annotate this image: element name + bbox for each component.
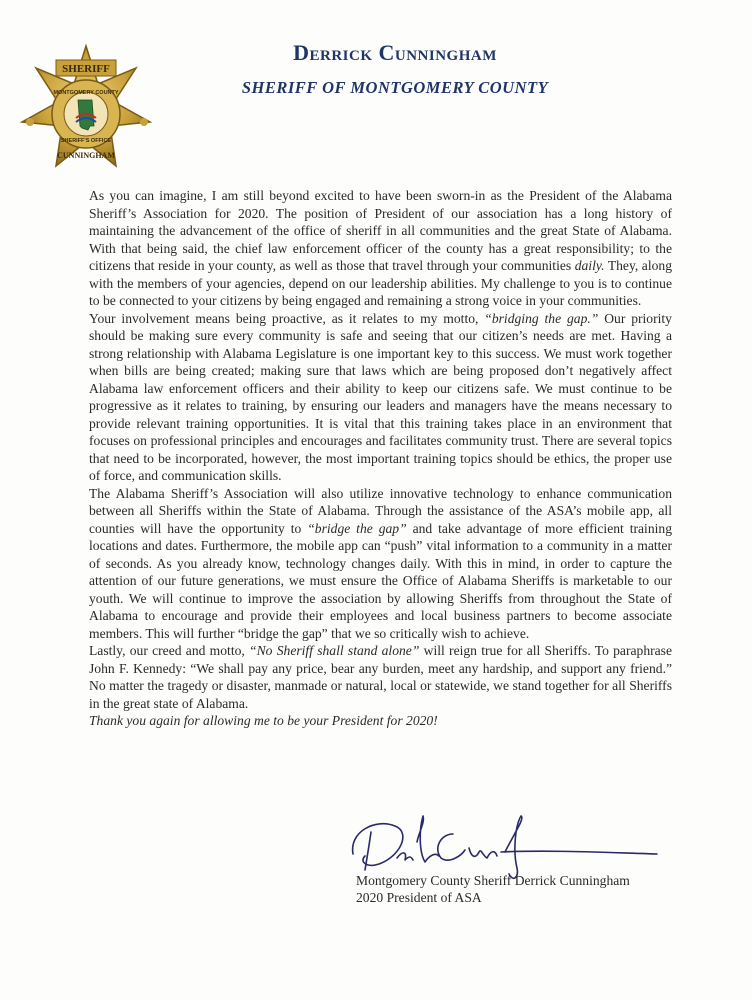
badge-top-text: SHERIFF [62,63,110,75]
badge-ring-text: MONTGOMERY COUNTY [53,90,119,96]
paragraph-1: As you can imagine, I am still beyond excited to have been sworn-in as the President of the Alabama Sheriff’s Association for 2020. The position of President of our association has a long history of maintaining the advancement of the office of sheriff in all communities and the great State of Alabama. With that being said, the chief law enforcement officer of the county has a great responsibility; to the citizens that reside in your county, as well as those that travel through your communities daily. They, along with the members of your agencies, depend on our leadership abilities. My challenge to you is to continue to be connected to your citizens by being engaged and remaining a strong voice in your communities. [89,188,672,308]
badge-inner-text: SHERIFF'S OFFICE [60,138,112,144]
paragraph-2: Your involvement means being proactive, as it relates to my motto, “bridging the gap.” Our priority should be making sure every community is safe and seeing that our citizen’s needs are met. Having a strong relationship with Alabama Legislature is one important key to this success. We must work together when bills are being created; making sure that laws which are being proposed don’t negatively affect Alabama law enforcement officers and their ability to keep our citizens safe. We must continue to be progressive as it relates to training, by ensuring our leaders and managers have the means necessary to provide relevant training opportunities. It is vital that this training takes place in an environment that focuses on professional principles and encourages and facilitates community trust. There are several topics that need to be incorporated, however, the most important training topics should be ethics, the proper use of force, and communication skills. [89,310,672,483]
signature-title-line: 2020 President of ASA [356,890,482,905]
sheriff-name-heading: Derrick Cunningham [293,40,497,65]
paragraph-4: Lastly, our creed and motto, “No Sheriff shall stand alone” will reign true for all Sheriffs. To paraphrase John F. Kennedy: “We shall pay any price, bear any burden, meet any hardship, and support any friend.” No matter the tragedy or disaster, manmade or natural, local or statewide, we stand together for all Sheriffs in the great state of Alabama. [89,643,673,711]
badge-bottom-text: CUNNINGHAM [57,151,115,160]
signature-block [356,872,630,906]
paragraph-3: The Alabama Sheriff’s Association will also utilize innovative technology to enhance communication between all Sheriffs within the State of Alabama. Through the assistance of the ASA’s mobile app, all counties will have the opportunity to “bridge the gap” and take advantage of more efficient training locations and dates. Furthermore, the mobile app can “push” vital information to a community in a matter of seconds. As you already know, technology changes daily. With this in mind, in order to capture the attention of our future generations, we must ensure the Office of Alabama Sheriffs is marketable to our youth. We will continue to improve the association by allowing Sheriffs from throughout the State of Alabama to encourage and provide their employees and local business partners to become associate members. This will further “bridge the gap” that we so critically wish to achieve. [89,485,672,641]
letter-body [89,187,672,730]
signature-name-line: Montgomery County Sheriff Derrick Cunningham [356,873,630,888]
sheriff-title-heading: SHERIFF OF MONTGOMERY COUNTY [241,78,549,97]
closing-thanks: Thank you again for allowing me to be your President for 2020! [89,713,438,728]
